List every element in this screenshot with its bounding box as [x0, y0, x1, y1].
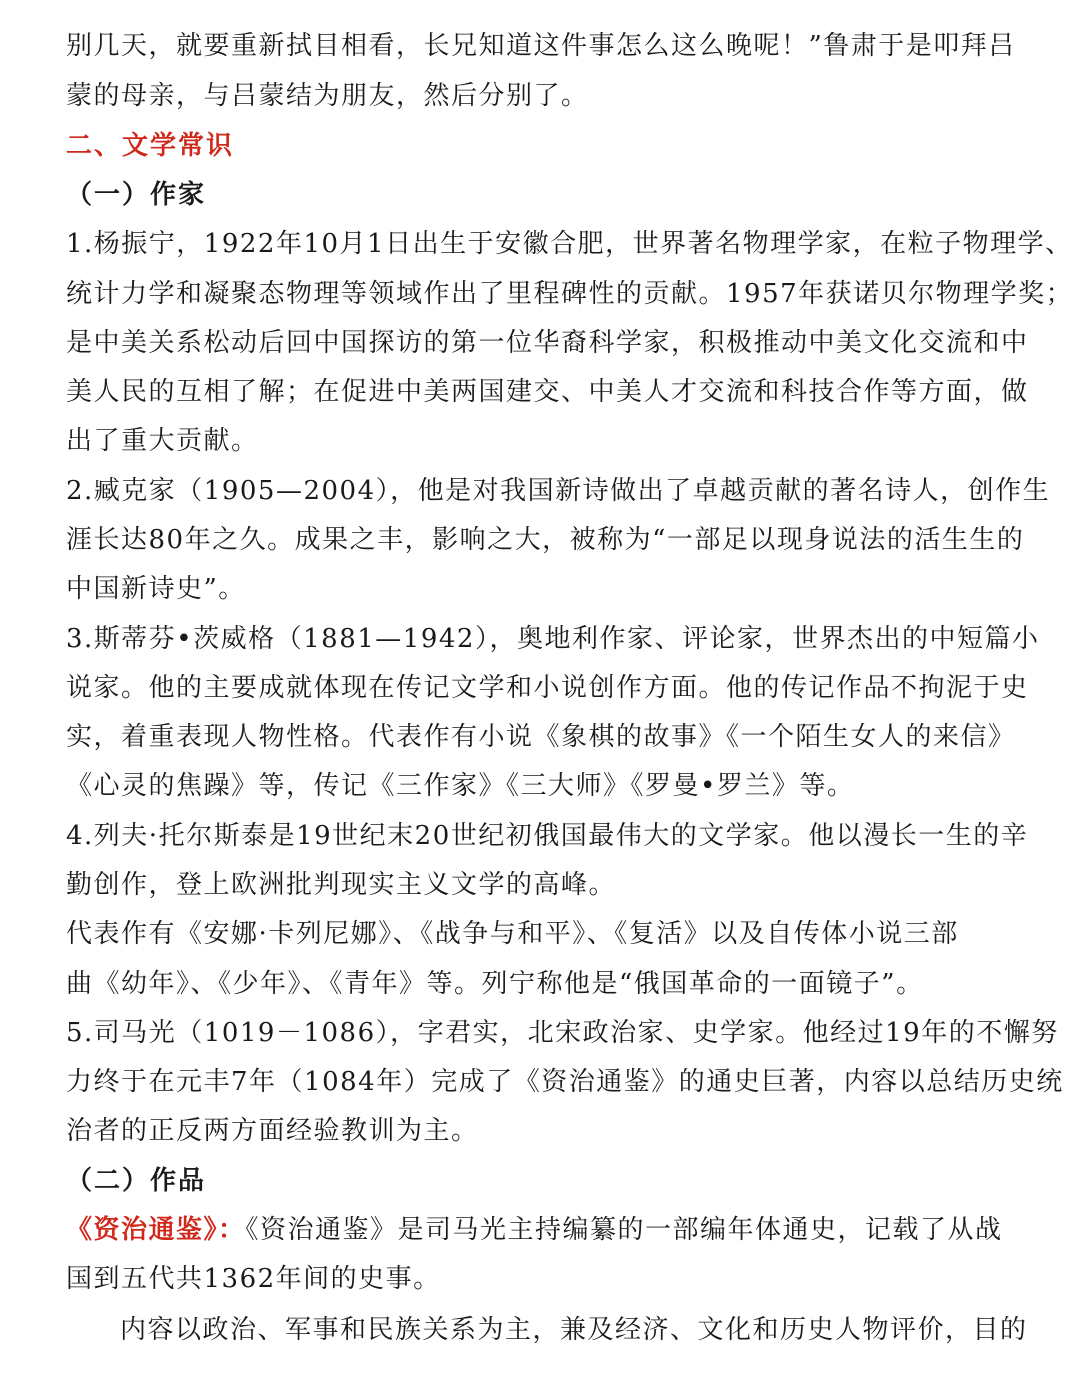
paragraph-line: 曲《幼年》、《少年》、《青年》等。列宁称他是“俄国革命的一面镜子”。: [66, 969, 924, 999]
paragraph-line: 实，着重表现人物性格。代表作有小说《象棋的故事》《一个陌生女人的来信》: [66, 722, 1016, 752]
paragraph-line: 蒙的母亲，与吕蒙结为朋友，然后分别了。: [66, 81, 589, 111]
section-heading-literary-knowledge: 二、文学常识: [66, 131, 235, 161]
paragraph-line: 中国新诗史”。: [66, 574, 246, 604]
paragraph-line: 出了重大贡献。: [66, 426, 259, 456]
paragraph-line: 治者的正反两方面经验教训为主。: [66, 1116, 479, 1146]
paragraph-line: 力终于在元丰7年（1084年）完成了《资治通鉴》的通史巨著，内容以总结历史统: [66, 1067, 1064, 1097]
paragraph-line: 5.司马光（1019－1086），字君实，北宋政治家、史学家。他经过19年的不懈努: [66, 1018, 1059, 1048]
paragraph-line: 3.斯蒂芬•茨威格（1881—1942），奥地利作家、评论家，世界杰出的中短篇小: [66, 624, 1040, 654]
subheading-authors: （一）作家: [66, 180, 207, 210]
paragraph-line: 是中美关系松动后回中国探访的第一位华裔科学家，积极推动中美文化交流和中: [66, 328, 1029, 358]
paragraph-line: 说家。他的主要成就体现在传记文学和小说创作方面。他的传记作品不拘泥于史: [66, 673, 1029, 703]
paragraph-line: 1.杨振宁，1922年10月1日出生于安徽合肥，世界著名物理学家，在粒子物理学、: [66, 229, 1073, 259]
work-description: 《资治通鉴》是司马光主持编纂的一部编年体通史，记载了从战: [245, 1215, 1003, 1245]
paragraph-line: 国到五代共1362年间的史事。: [66, 1264, 441, 1294]
paragraph-line: 勤创作，登上欧洲批判现实主义文学的高峰。: [66, 870, 617, 900]
paragraph-line: 《心灵的焦躁》等，传记《三作家》《三大师》《罗曼•罗兰》等。: [66, 771, 855, 801]
paragraph-line: 代表作有《安娜·卡列尼娜》、《战争与和平》、《复活》以及自传体小说三部: [66, 919, 959, 949]
paragraph-line: 别几天，就要重新拭目相看，长兄知道这件事怎么这么晚呢！”鲁肃于是叩拜吕: [66, 31, 1016, 61]
paragraph-line: 美人民的互相了解；在促进中美两国建交、中美人才交流和科技合作等方面，做: [66, 377, 1029, 407]
subheading-works: （二）作品: [66, 1166, 207, 1196]
paragraph-line: 4.列夫·托尔斯泰是19世纪末20世纪初俄国最伟大的文学家。他以漫长一生的辛: [66, 821, 1029, 851]
work-title-zizhi-tongjian: 《资治通鉴》：: [66, 1215, 246, 1245]
paragraph-line: 2.臧克家（1905—2004），他是对我国新诗做出了卓越贡献的著名诗人，创作生: [66, 476, 1051, 506]
paragraph-line: 内容以政治、军事和民族关系为主，兼及经济、文化和历史人物评价，目的: [120, 1315, 1028, 1345]
paragraph-line: [66, 1215, 1003, 1245]
paragraph-line: 涯长达80年之久。成果之丰，影响之大，被称为“一部足以现身说法的活生生的: [66, 525, 1025, 555]
paragraph-line: 统计力学和凝聚态物理等领域作出了里程碑性的贡献。1957年获诺贝尔物理学奖；: [66, 279, 1074, 309]
